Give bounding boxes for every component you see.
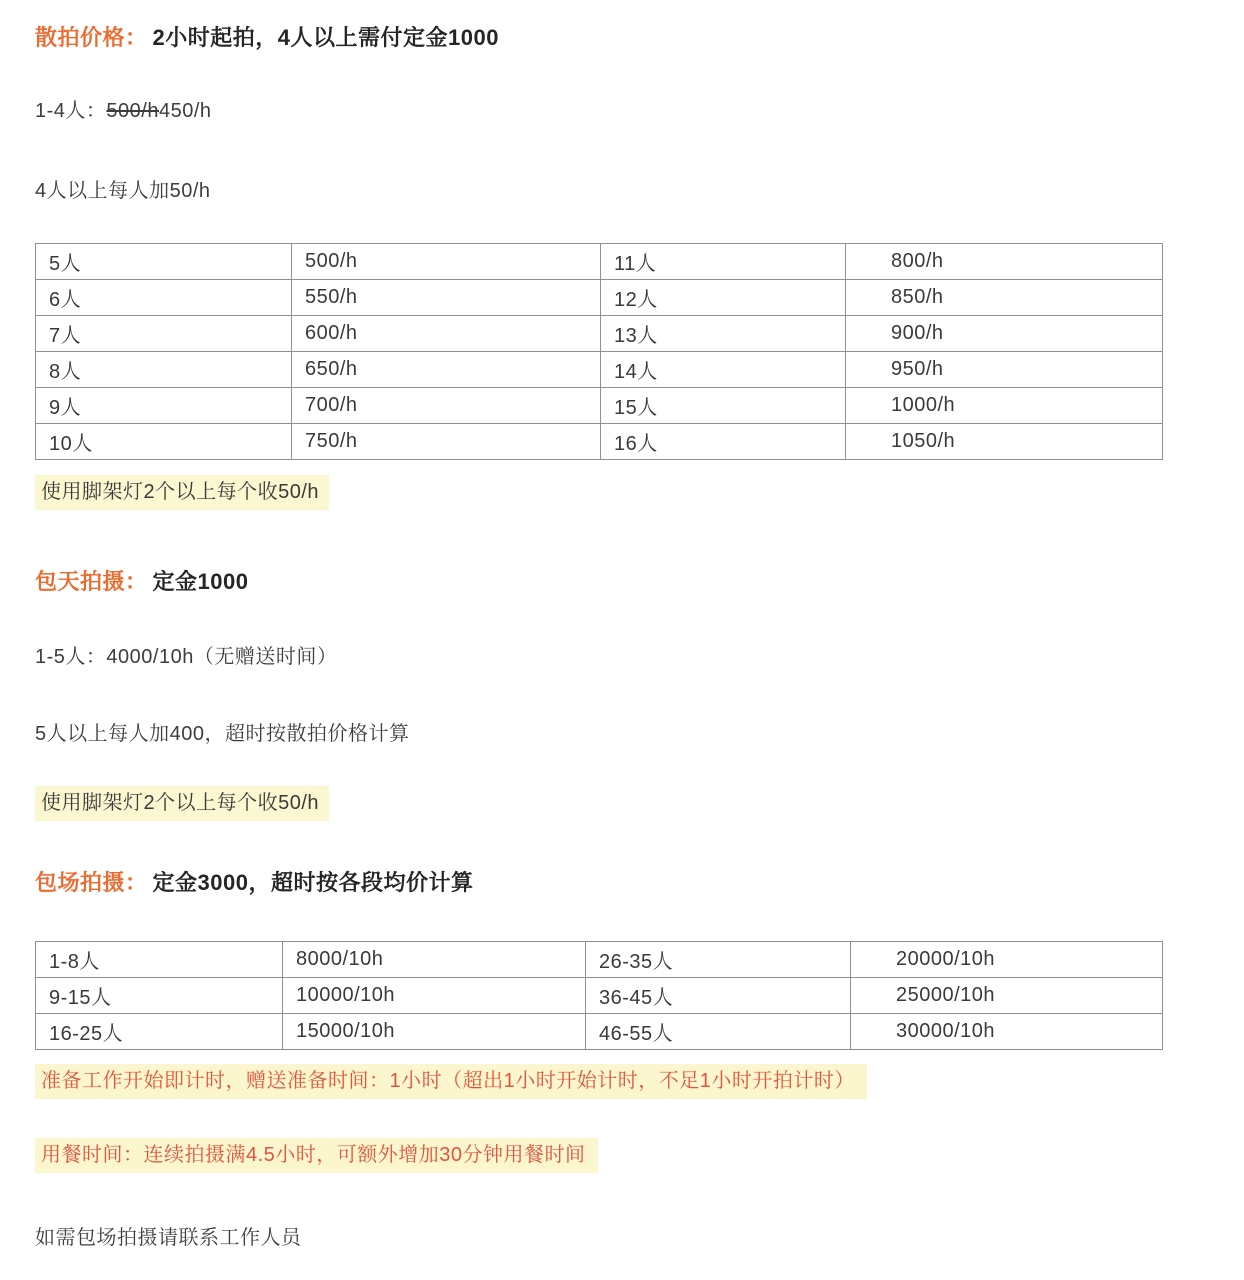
table-cell: 1000/h bbox=[846, 388, 1163, 424]
table-cell: 800/h bbox=[846, 244, 1163, 280]
table-cell: 900/h bbox=[846, 316, 1163, 352]
table-cell: 26-35人 bbox=[586, 942, 851, 978]
table-cell: 25000/10h bbox=[851, 978, 1163, 1014]
hourly-price-line bbox=[35, 94, 212, 123]
hourly-price-table bbox=[35, 243, 1163, 460]
table-cell: 16人 bbox=[601, 424, 846, 460]
table-cell: 9人 bbox=[36, 388, 292, 424]
table-cell: 1050/h bbox=[846, 424, 1163, 460]
table-cell: 7人 bbox=[36, 316, 292, 352]
section-heading-hourly bbox=[35, 21, 499, 52]
table-cell: 750/h bbox=[292, 424, 601, 460]
table-cell: 11人 bbox=[601, 244, 846, 280]
table-cell: 850/h bbox=[846, 280, 1163, 316]
table-row bbox=[36, 424, 1163, 460]
table-cell: 6人 bbox=[36, 280, 292, 316]
table-cell: 1-8人 bbox=[36, 942, 283, 978]
tripod-light-note-hourly: 使用脚架灯2个以上每个收50/h bbox=[35, 475, 329, 510]
hourly-new-price: 450/h bbox=[158, 100, 212, 122]
fullday-heading-label: 包天拍摄： bbox=[35, 569, 148, 594]
table-cell: 13人 bbox=[601, 316, 846, 352]
table-cell: 8人 bbox=[36, 352, 292, 388]
table-cell: 650/h bbox=[292, 352, 601, 388]
table-row bbox=[36, 280, 1163, 316]
table-cell: 10000/10h bbox=[283, 978, 586, 1014]
hourly-old-price: 500/h bbox=[106, 100, 159, 122]
table-cell: 30000/10h bbox=[851, 1014, 1163, 1050]
hourly-extra-person-line: 4人以上每人加50/h bbox=[35, 180, 211, 202]
section-heading-fullday bbox=[35, 565, 248, 596]
meal-time-note: 用餐时间：连续拍摄满4.5小时，可额外增加30分钟用餐时间 bbox=[35, 1138, 598, 1173]
prep-time-note: 准备工作开始即计时，赠送准备时间：1小时（超出1小时开始计时，不足1小时开拍计时） bbox=[35, 1064, 867, 1099]
table-row bbox=[36, 942, 1163, 978]
table-cell: 46-55人 bbox=[586, 1014, 851, 1050]
table-cell: 500/h bbox=[292, 244, 601, 280]
table-cell: 10人 bbox=[36, 424, 292, 460]
table-row bbox=[36, 244, 1163, 280]
tripod-light-note-fullday: 使用脚架灯2个以上每个收50/h bbox=[35, 786, 329, 821]
venue-heading-text: 定金3000，超时按各段均价计算 bbox=[152, 870, 474, 895]
table-cell: 600/h bbox=[292, 316, 601, 352]
table-cell: 700/h bbox=[292, 388, 601, 424]
table-cell: 950/h bbox=[846, 352, 1163, 388]
table-cell: 8000/10h bbox=[283, 942, 586, 978]
table-cell: 14人 bbox=[601, 352, 846, 388]
venue-price-table bbox=[35, 941, 1163, 1050]
fullday-extra-person-line: 5人以上每人加400，超时按散拍价格计算 bbox=[35, 723, 410, 745]
table-cell: 15人 bbox=[601, 388, 846, 424]
table-row bbox=[36, 1014, 1163, 1050]
venue-heading-label: 包场拍摄： bbox=[35, 870, 148, 895]
table-cell: 36-45人 bbox=[586, 978, 851, 1014]
table-cell: 550/h bbox=[292, 280, 601, 316]
table-cell: 20000/10h bbox=[851, 942, 1163, 978]
table-cell: 12人 bbox=[601, 280, 846, 316]
table-cell: 9-15人 bbox=[36, 978, 283, 1014]
table-cell: 5人 bbox=[36, 244, 292, 280]
fullday-heading-text: 定金1000 bbox=[152, 569, 249, 594]
hourly-heading-label: 散拍价格： bbox=[35, 25, 148, 50]
hourly-heading-text: 2小时起拍，4人以上需付定金1000 bbox=[152, 25, 499, 50]
table-cell: 15000/10h bbox=[283, 1014, 586, 1050]
fullday-price-line: 1-5人：4000/10h（无赠送时间） bbox=[35, 646, 338, 668]
hourly-price-prefix: 1-4人： bbox=[35, 100, 107, 122]
table-row bbox=[36, 388, 1163, 424]
table-row bbox=[36, 316, 1163, 352]
table-row bbox=[36, 978, 1163, 1014]
table-cell: 16-25人 bbox=[36, 1014, 283, 1050]
table-row bbox=[36, 352, 1163, 388]
section-heading-venue bbox=[35, 866, 473, 897]
contact-staff-note: 如需包场拍摄请联系工作人员 bbox=[35, 1227, 302, 1249]
